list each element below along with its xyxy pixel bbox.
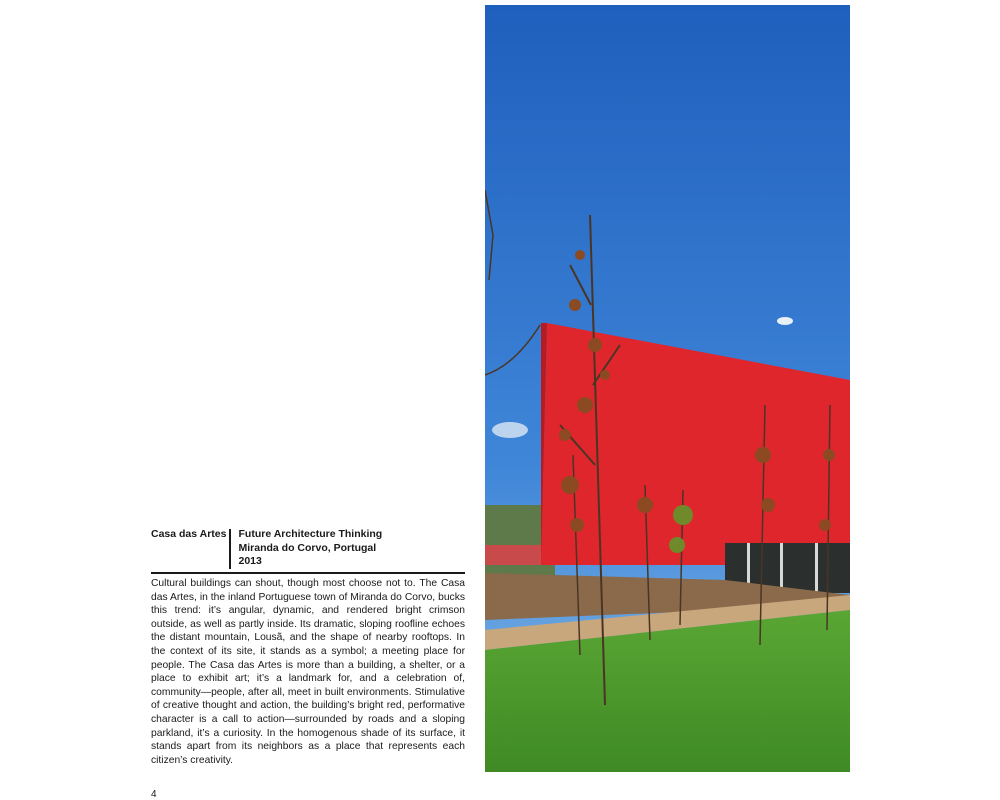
project-year: 2013	[238, 555, 262, 567]
glass-mullion	[780, 543, 783, 593]
distant-wall	[485, 545, 545, 565]
caption-block	[151, 528, 465, 569]
page-number: 4	[151, 789, 157, 800]
project-architect: Future Architecture Thinking	[238, 528, 383, 540]
project-title: Casa das Artes	[151, 528, 227, 540]
cloud	[492, 422, 528, 438]
project-meta	[239, 528, 383, 569]
caption-divider	[229, 529, 231, 569]
glass-mullion	[815, 543, 818, 593]
building-photo	[485, 5, 850, 772]
horizontal-rule	[151, 572, 465, 574]
project-location: Miranda do Corvo, Portugal	[238, 541, 377, 554]
cloud	[777, 317, 793, 325]
building-photo-illustration	[485, 5, 850, 772]
body-paragraph: Cultural buildings can shout, though most choose not to. The Casa das Artes, in the inland Portuguese town of Miranda do Corvo, bucks this trend: it’s angular, dynamic, and rendered bright crimson outside, as well as partly inside. Its dramatic, sloping roofline echoes the distant mountain, Lousã, and the shape of nearby rooftops. In the context of its site, it stands as a symbol; a meeting place for people. The Casa das Artes is more than a building, a shelter, or a place to exhibit art; it’s a landmark for, and a celebration of, community—people, after all, meet in built environments. Stimulative of creative thought and action, the building’s bright red, performative character is a call to action—surrounded by roads and a sloping parkland, it’s a curiosity. In the homogenous shade of its surface, it stands apart from its neighbors as a place that represents each citizen’s creativity.	[151, 578, 465, 766]
